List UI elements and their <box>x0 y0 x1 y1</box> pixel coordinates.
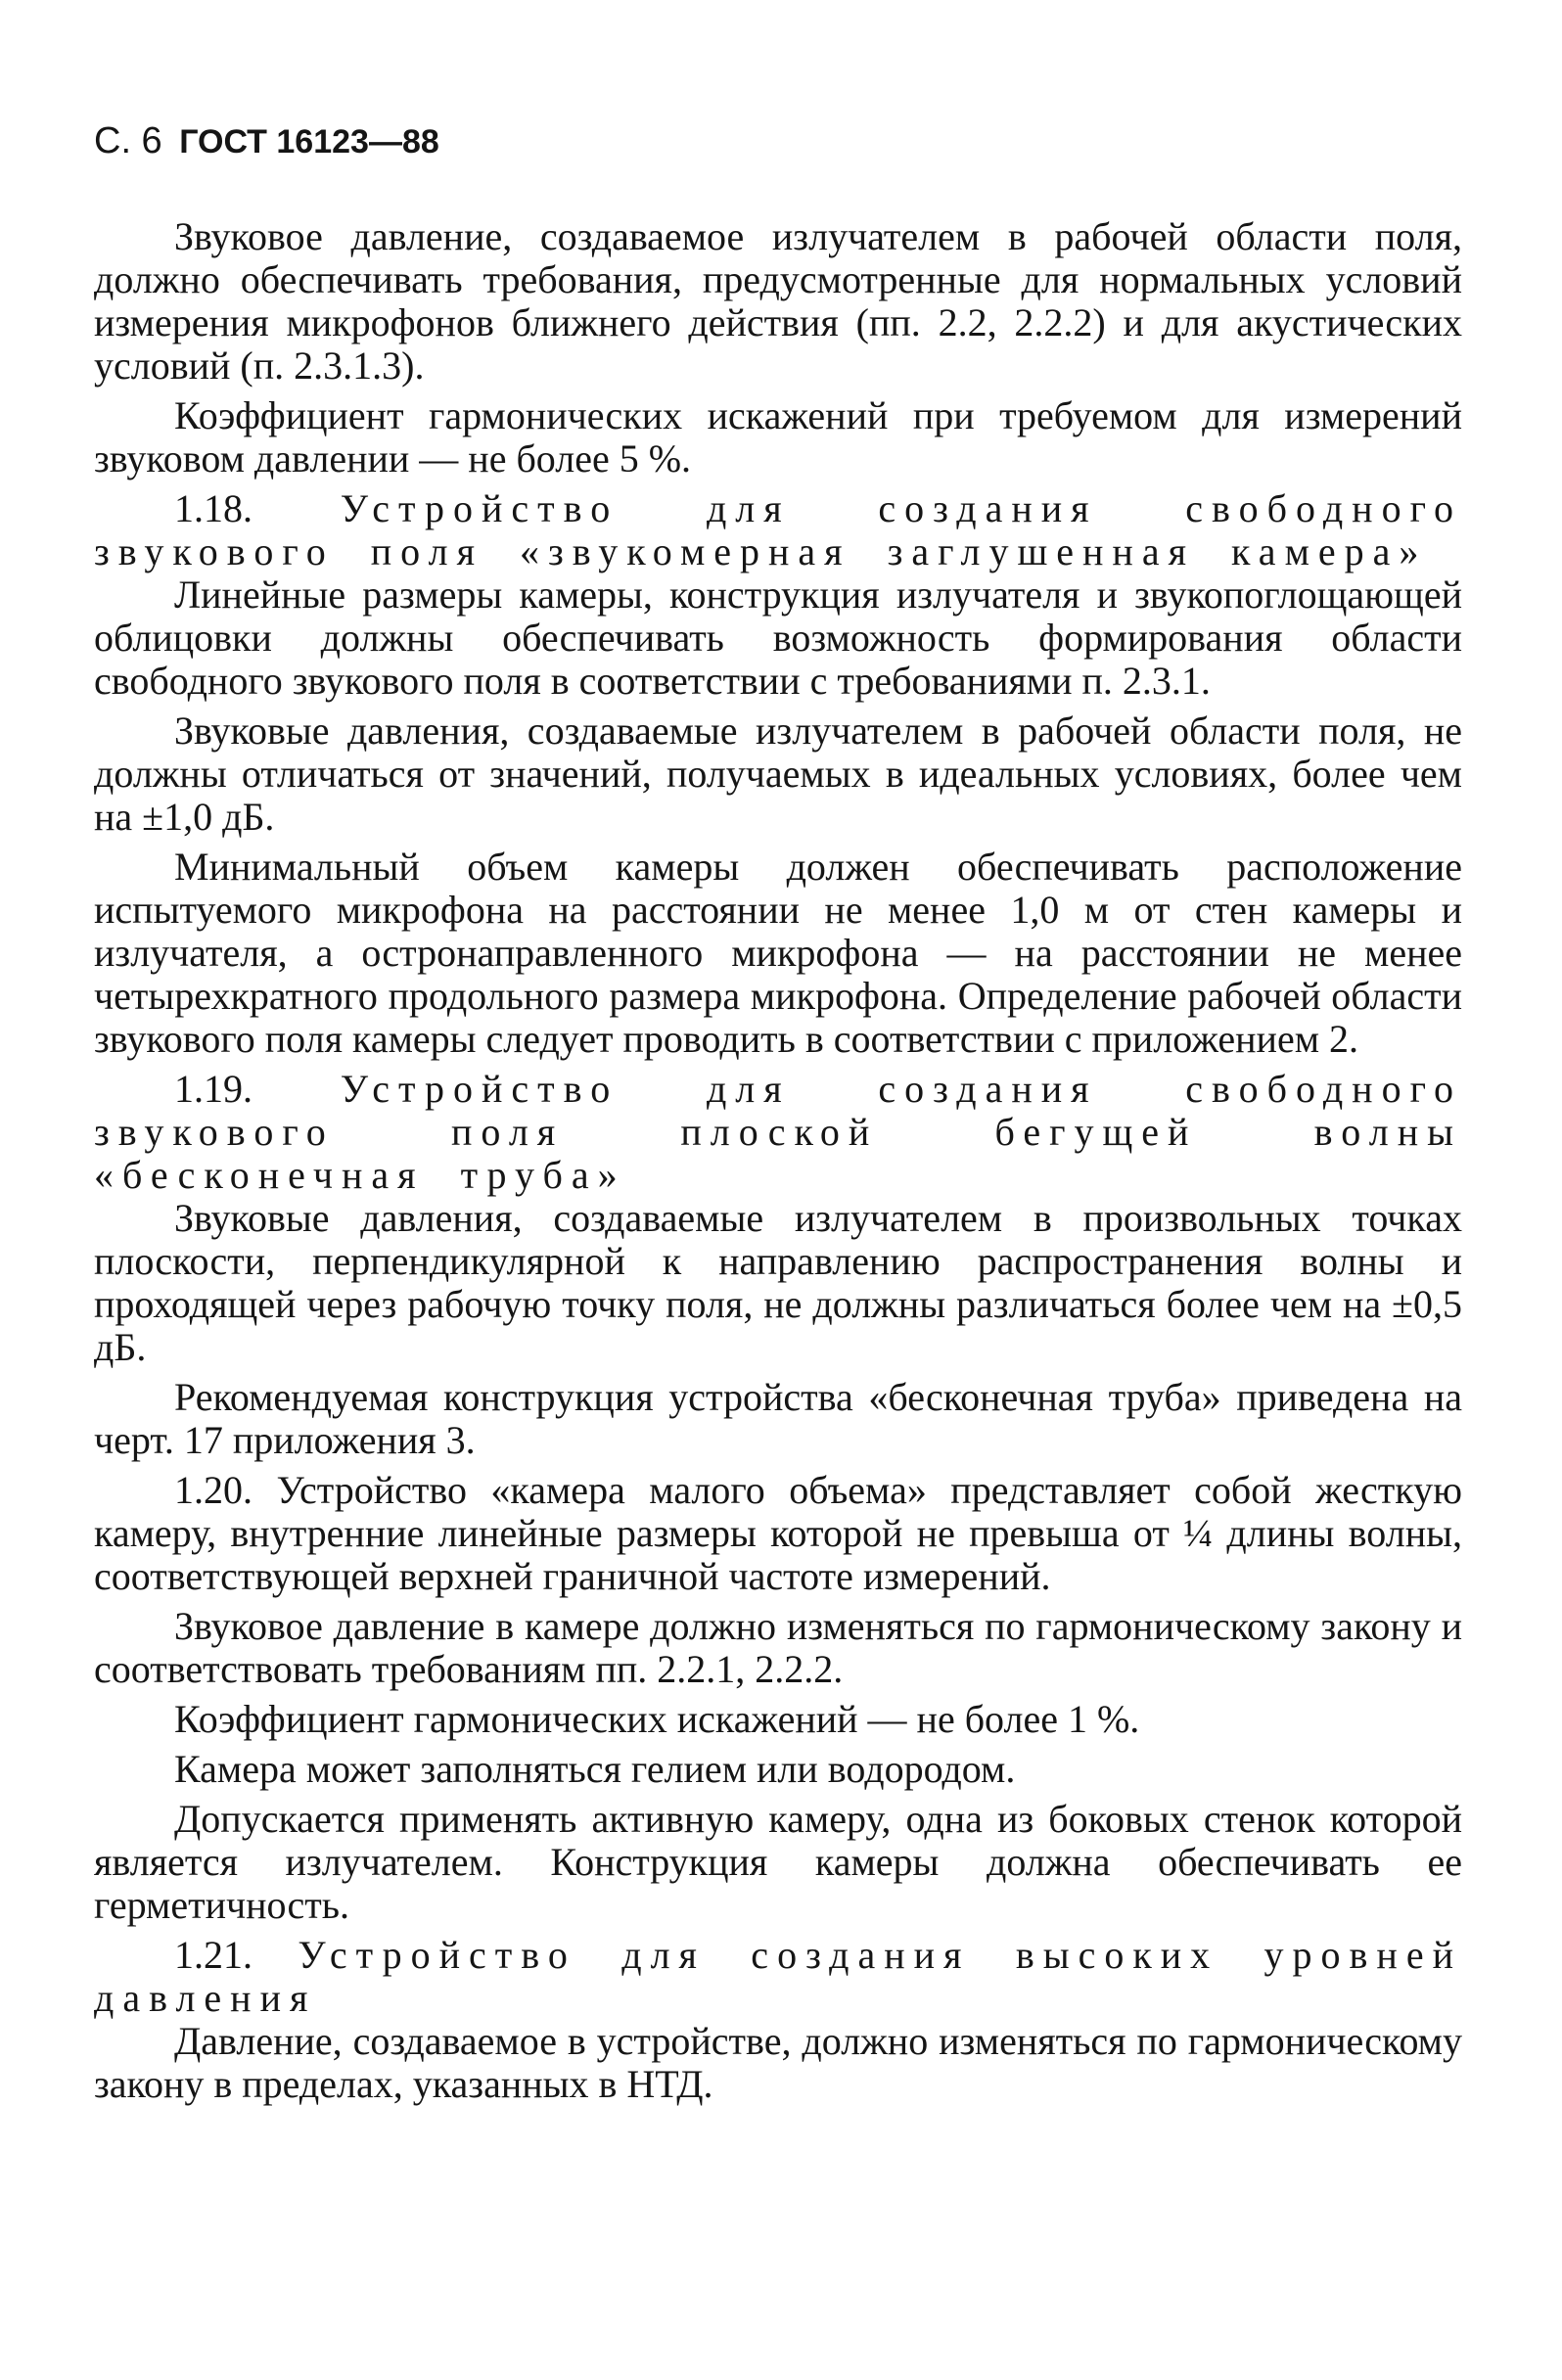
paragraph-small-volume-chamber: 1.20. Устройство «камера малого объема» представляет собой жесткую камеру, внутренние линейные размеры которой не превыша от ¼ длины волны, соответствующей верхней граничной частоте измерений. <box>94 1468 1462 1598</box>
page-number: С. 6 <box>94 120 162 161</box>
section-heading-1-18 <box>94 487 1462 573</box>
paragraph-recommended-design: Рекомендуемая конструкция устройства «бесконечная труба» приведена на черт. 17 приложения 3. <box>94 1375 1462 1462</box>
paragraph-deviation-1dB: Звуковые давления, создаваемые излучателем в рабочей области поля, не должны отличаться от значений, получаемых в идеальных условиях, более чем на ±1,0 дБ. <box>94 709 1462 839</box>
document-body <box>94 215 1462 2106</box>
section-number: 1.19. <box>174 1067 253 1111</box>
section-title: Устройство для создания свободного звукового поля плоской бегущей волны «бесконечная труба» <box>94 1067 1462 1197</box>
paragraph-harmonic-law: Звуковое давление в камере должно изменяться по гармоническому закону и соответствовать требованиям пп. 2.2.1, 2.2.2. <box>94 1604 1462 1691</box>
section-number: 1.21. <box>174 1933 253 1977</box>
paragraph-chamber-dimensions: Линейные размеры камеры, конструкция излучателя и звукопоглощающей облицовки должны обеспечивать возможность формирования области свободного звукового поля в соответствии с требованиями п. 2.3.1. <box>94 572 1462 703</box>
paragraph-sound-pressure-work-area: Звуковое давление, создаваемое излучателем в рабочей области поля, должно обеспечивать требования, предусмотренные для нормальных условий измерения микрофонов ближнего действия (пп. 2.2, 2.2.2) и для акустических условий (п. 2.3.1.3). <box>94 214 1462 388</box>
paragraph-helium-hydrogen: Камера может заполняться гелием или водородом. <box>174 1747 1016 1791</box>
paragraph-plane-wave-pressure: Звуковые давления, создаваемые излучателем в произвольных точках плоскости, перпендикулярной к направлению распространения волны и проходящей через рабочую точку поля, не должны различаться более чем на ±0,5 дБ. <box>94 1196 1462 1369</box>
section-title: Устройство для создания свободного звукового поля «звукомерная заглушенная камера» <box>94 486 1462 573</box>
section-number: 1.18. <box>174 486 253 530</box>
section-heading-1-19 <box>94 1068 1462 1197</box>
paragraph-harmonic-distortion-1: Коэффициент гармонических искажений — не более 1 %. <box>174 1697 1140 1741</box>
standard-designation: ГОСТ 16123—88 <box>179 123 439 160</box>
section-title: Устройство для создания высоких уровней давления <box>94 1933 1462 2020</box>
paragraph-harmonic-distortion-5: Коэффициент гармонических искажений при требуемом для измерений звуковом давлении — не более 5 %. <box>94 393 1462 481</box>
paragraph-high-pressure-limits: Давление, создаваемое в устройстве, должно изменяться по гармоническому закону в пределах, указанных в НТД. <box>94 2019 1462 2106</box>
page-header <box>94 115 439 167</box>
paragraph-minimum-volume: Минимальный объем камеры должен обеспечивать расположение испытуемого микрофона на расстоянии не менее 1,0 м от стен камеры и излучателя, а остронаправленного микрофона — на расстоянии не менее четырехкратного продольного размера микрофона. Определение рабочей области звукового поля камеры следует проводить в соответствии с приложением 2. <box>94 845 1462 1061</box>
paragraph-active-chamber: Допускается применять активную камеру, одна из боковых стенок которой является излучателем. Конструкция камеры должна обеспечивать ее герметичность. <box>94 1797 1462 1927</box>
section-heading-1-21 <box>94 1934 1462 2020</box>
